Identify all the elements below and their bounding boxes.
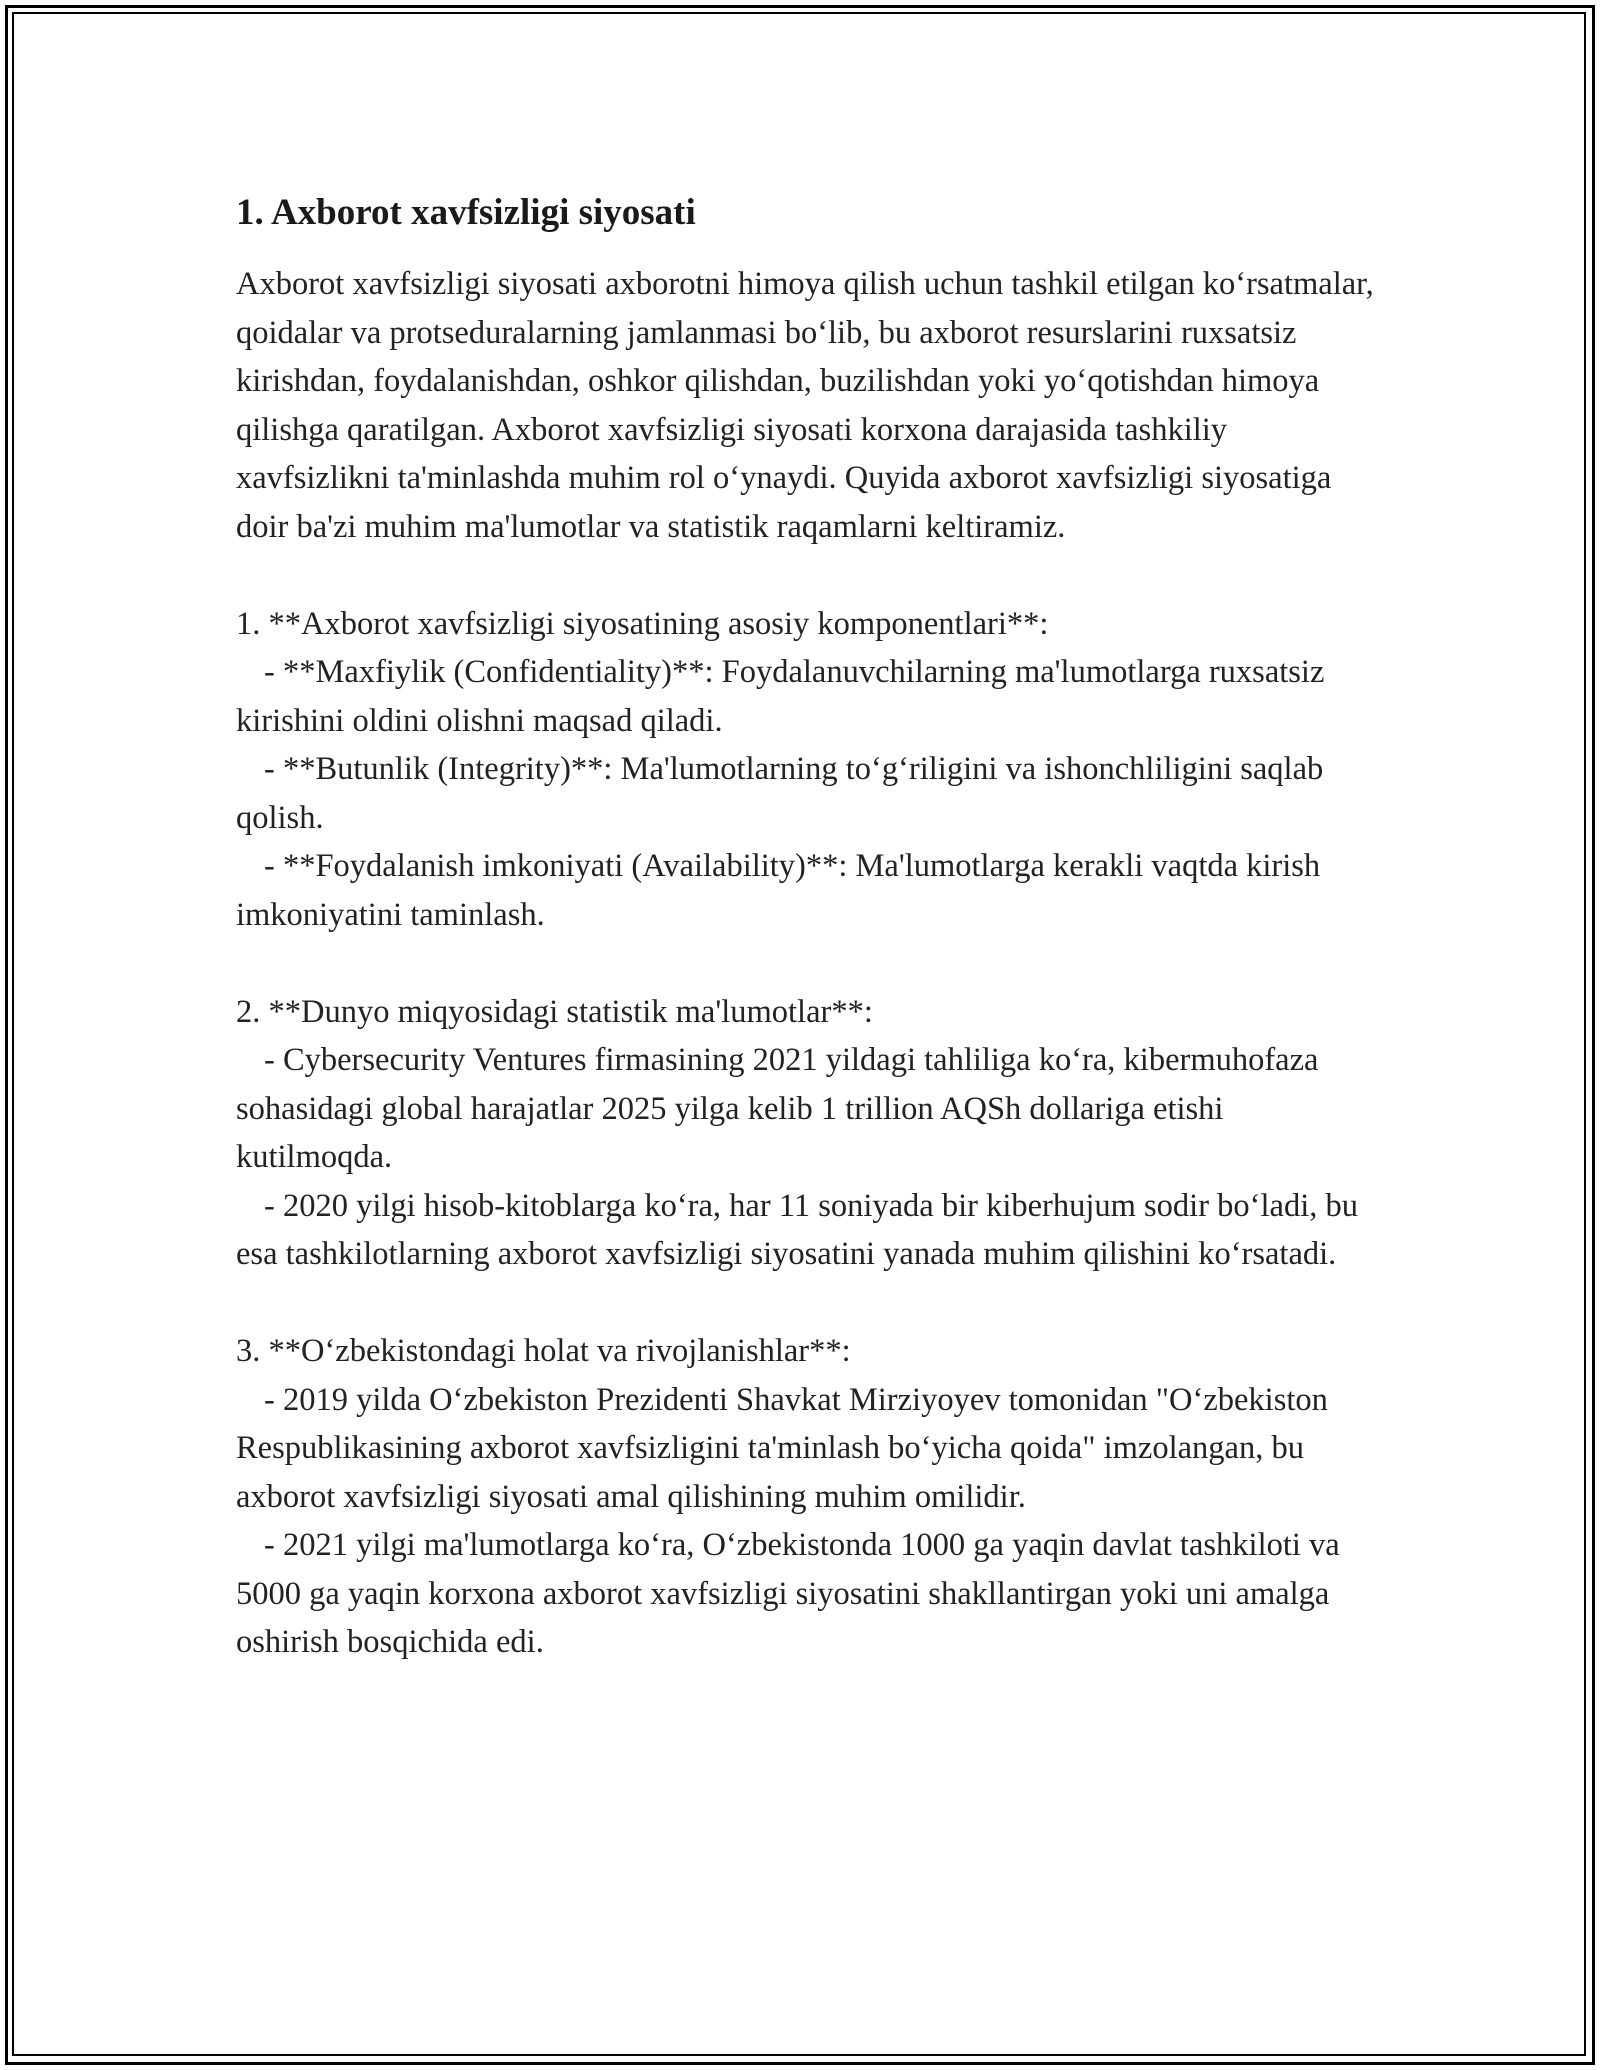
list-item: - 2019 yilda O‘zbekiston Prezidenti Shavkat Mirziyoyev tomonidan "O‘zbekiston Respublikasining axborot xavfsizligini ta'minlash bo‘yicha qoida" imzolangan, bu axborot xavfsizligi siyosati amal qilishining muhim omilidir. xyxy=(236,1381,1328,1515)
list-item: - **Maxfiylik (Confidentiality)**: Foydalanuvchilarning ma'lumotlarga ruxsatsiz kirishini oldini olishni maqsad qiladi. xyxy=(236,654,1325,739)
list-item: - 2020 yilgi hisob-kitoblarga ko‘ra, har 11 soniyada bir kiberhujum sodir bo‘ladi, bu esa tashkilotlarning axborot xavfsizligi siyosatini yanada muhim qilishini ko‘rsatadi. xyxy=(236,1187,1358,1272)
section-title: 1. **Axborot xavfsizligi siyosatining asosiy komponentlari**: xyxy=(236,605,1049,642)
list-item: - **Butunlik (Integrity)**: Ma'lumotlarning to‘g‘riligini va ishonchliligini saqlab qolish. xyxy=(236,751,1324,836)
section-title: 3. **O‘zbekistondagi holat va rivojlanishlar**: xyxy=(236,1333,851,1369)
section-world-statistics xyxy=(236,988,1386,1279)
document-heading: 1. Axborot xavfsizligi siyosati xyxy=(236,192,696,233)
list-item: - Cybersecurity Ventures firmasining 2021 yildagi tahliliga ko‘ra, kibermuhofaza sohasidagi global harajatlar 2025 yilga kelib 1 trillion AQSh dollariga etishi kutilmoqda. xyxy=(236,1042,1319,1175)
section-title: 2. **Dunyo miqyosidagi statistik ma'lumotlar**: xyxy=(236,993,873,1030)
section-components xyxy=(236,600,1386,940)
section-uzbekistan xyxy=(236,1327,1386,1667)
list-item: - 2021 yilgi ma'lumotlarga ko‘ra, O‘zbekistonda 1000 ga yaqin davlat tashkiloti va 5000 ga yaqin korxona axborot xavfsizligi siyosatini shakllantirgan yoki uni amalga oshirish bosqichida edi. xyxy=(236,1527,1340,1660)
list-item: - **Foydalanish imkoniyati (Availability)**: Ma'lumotlarga kerakli vaqtda kirish imkoniyatini taminlash. xyxy=(236,848,1321,933)
intro-paragraph: Axborot xavfsizligi siyosati axborotni himoya qilish uchun tashkil etilgan ko‘rsatmalar, qoidalar va protseduralarning jamlanmasi bo‘lib, bu axborot resurslarini ruxsatsiz kirishdan, foydalanishdan, oshkor qilishdan, buzilishdan yoki yo‘qotishdan himoya qilishga qaratilgan. Axborot xavfsizligi siyosati korxona darajasida tashkiliy xavfsizlikni ta'minlashda muhim rol o‘ynaydi. Quyida axborot xavfsizligi siyosatiga doir ba'zi muhim ma'lumotlar va statistik raqamlarni keltiramiz. xyxy=(236,266,1374,545)
document-body xyxy=(236,188,1386,1667)
